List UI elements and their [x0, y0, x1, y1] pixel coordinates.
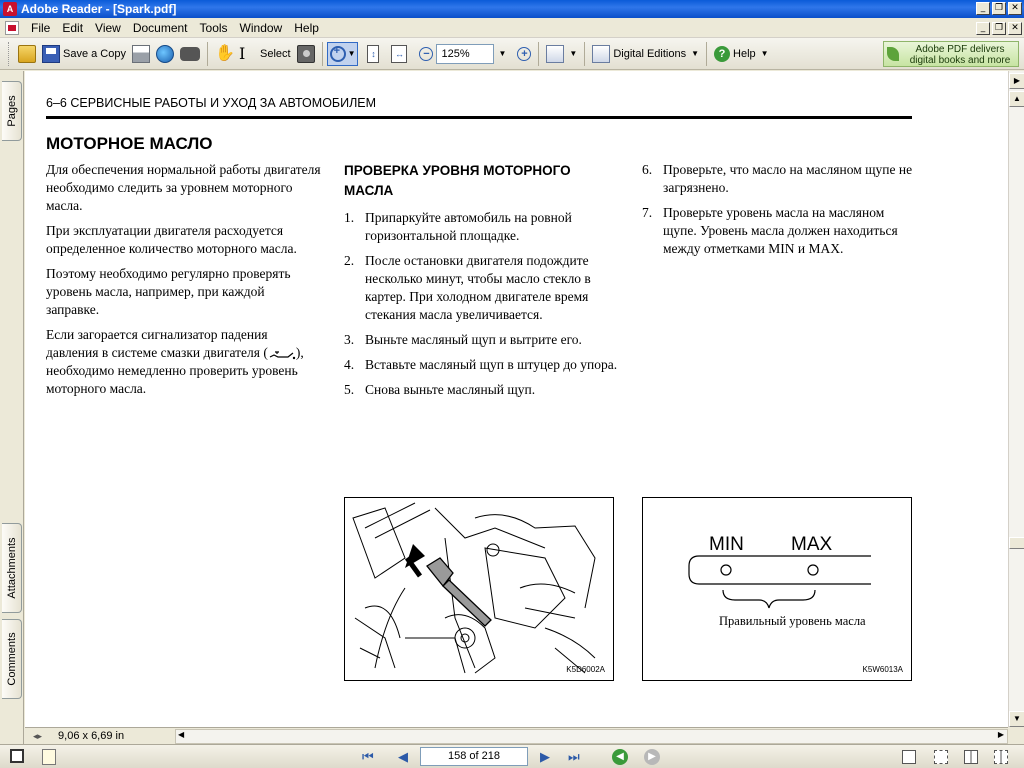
navigation-pane	[0, 71, 24, 744]
fit-width-icon: ↔	[391, 45, 407, 63]
print-button[interactable]	[129, 41, 153, 67]
column-1	[46, 161, 321, 405]
tab-attachments-label: Attachments	[6, 537, 18, 599]
separator	[322, 42, 323, 66]
step-number: 5.	[344, 382, 355, 397]
binoculars-icon	[180, 47, 200, 61]
step-number: 6.	[642, 162, 653, 177]
paragraph-part: Если загорается сигнализатор падения давления в системе смазки двигателя (	[46, 327, 268, 360]
continuous-facing-icon[interactable]	[994, 750, 1008, 764]
digital-editions-button[interactable]	[589, 41, 702, 67]
zoom-in-icon	[330, 46, 346, 62]
plus-icon: +	[517, 47, 531, 61]
separator	[207, 42, 208, 66]
step-number: 3.	[344, 332, 355, 347]
adobe-promo-banner[interactable]	[883, 41, 1019, 67]
doc-close-button[interactable]: ✕	[1008, 22, 1022, 35]
scroll-left-button[interactable]: ◀	[178, 730, 185, 739]
previous-page-button[interactable]: ◀	[398, 750, 408, 765]
paragraph-part: ), необходимо немедленно проверить уровень моторного масла.	[46, 345, 304, 396]
digital-editions-icon	[592, 45, 610, 63]
separator	[538, 42, 539, 66]
digital-editions-label: Digital Editions	[613, 47, 687, 60]
email-button[interactable]	[153, 41, 177, 67]
menu-window[interactable]: Window	[239, 20, 283, 35]
step-text: Снова выньте масляный щуп.	[365, 382, 536, 397]
banner-line-2: digital books and more	[909, 55, 1011, 66]
split-icon[interactable]: ◂▸	[33, 730, 43, 741]
paragraph: Поэтому необходимо регулярно проверять уровень масла, например, при каждой заправке.	[46, 266, 291, 317]
chevron-down-icon: ▼	[691, 49, 700, 58]
scroll-right-panel-button[interactable]: ▶	[1009, 73, 1024, 89]
step-text: Выньте масляный щуп и вытрите его.	[365, 332, 582, 347]
save-icon	[42, 45, 60, 63]
hand-tool-button[interactable]	[212, 41, 236, 67]
rotate-button[interactable]	[543, 41, 580, 67]
page-view-icon	[546, 45, 564, 63]
toolbar	[0, 38, 1024, 70]
step-text: Припаркуйте автомобиль на ровной горизонтальной площадке.	[365, 210, 572, 243]
chevron-down-icon: ▼	[347, 49, 356, 58]
list-item	[642, 204, 917, 258]
step-number: 4.	[344, 357, 355, 372]
list-item	[344, 331, 619, 349]
running-head: 6–6 СЕРВИСНЫЕ РАБОТЫ И УХОД ЗА АВТОМОБИЛЕМ	[46, 96, 377, 110]
screen-icon[interactable]	[10, 749, 24, 763]
select-tool-button[interactable]	[236, 41, 294, 67]
go-back-button[interactable]: ◀	[612, 749, 628, 765]
fit-width-button[interactable]	[388, 41, 410, 67]
zoom-input[interactable]: 125%	[436, 44, 494, 64]
step-text: Вставьте масляный щуп в штуцер до упора.	[365, 357, 618, 372]
title-bar	[0, 0, 1024, 18]
zoom-dropdown-icon[interactable]: ▼	[498, 49, 507, 58]
menu-help[interactable]: Help	[294, 20, 319, 35]
close-button[interactable]: ✕	[1008, 2, 1022, 15]
adobe-reader-icon: A	[3, 2, 17, 16]
document-view[interactable]	[25, 71, 1008, 727]
single-page-icon[interactable]	[902, 750, 916, 764]
step-text: Проверьте уровень масла на масляном щупе. Уровень масла должен находиться между отметками MIN и MAX.	[663, 205, 898, 256]
min-label: MIN	[709, 534, 744, 555]
menu-view[interactable]: View	[95, 20, 121, 35]
note-icon[interactable]	[42, 749, 56, 765]
list-item	[344, 381, 619, 399]
tab-pages-label: Pages	[6, 95, 18, 127]
help-button[interactable]	[711, 41, 772, 67]
select-label: Select	[259, 47, 291, 60]
section-heading: МОТОРНОЕ МАСЛО	[46, 134, 213, 153]
help-icon: ?	[714, 46, 730, 62]
window-title: Adobe Reader - [Spark.pdf]	[21, 2, 177, 16]
max-label: MAX	[791, 534, 833, 555]
text-cursor-icon: I	[238, 43, 246, 63]
pdf-page	[25, 71, 1008, 727]
globe-icon	[156, 45, 174, 63]
menu-edit[interactable]: Edit	[62, 20, 84, 35]
scroll-thumb[interactable]	[1009, 537, 1024, 549]
hand-icon: ✋	[214, 44, 235, 62]
status-bar	[0, 744, 1024, 768]
column-3	[642, 161, 917, 265]
paragraph	[46, 326, 321, 398]
menu-bar	[0, 18, 1024, 38]
paragraph: При эксплуатации двигателя расходуется определенное количество моторного масла.	[46, 223, 297, 256]
tab-comments[interactable]	[2, 619, 22, 699]
step-text: После остановки двигателя подождите несколько минут, чтобы масло стекло в картер. При холодном двигателе время стекания масла увеличивается.	[365, 253, 591, 322]
save-copy-button[interactable]	[39, 41, 129, 67]
vertical-scrollbar[interactable]	[1008, 71, 1024, 727]
fit-page-icon: ↕	[367, 45, 379, 63]
page-size: 9,06 x 6,69 in	[58, 730, 125, 742]
separator	[706, 42, 707, 66]
separator	[584, 42, 585, 66]
page-number-input[interactable]: 158 of 218	[420, 747, 528, 766]
list-item	[344, 252, 619, 324]
fit-page-button[interactable]	[364, 41, 382, 67]
dipstick-diagram	[643, 548, 911, 668]
figure-code: K5D6002A	[566, 665, 605, 674]
first-page-button[interactable]: ⏮	[362, 750, 374, 765]
menu-tools[interactable]: Tools	[199, 20, 228, 35]
list-item	[344, 209, 619, 245]
menu-file[interactable]: File	[31, 20, 51, 35]
chevron-down-icon: ▼	[569, 49, 578, 58]
help-label: Help	[733, 47, 756, 60]
minimize-button[interactable]: _	[976, 2, 990, 15]
menu-document[interactable]: Document	[132, 20, 188, 35]
doc-restore-button[interactable]: ❐	[992, 22, 1006, 35]
tab-pages[interactable]	[2, 81, 22, 141]
tab-attachments[interactable]	[2, 523, 22, 613]
printer-icon	[132, 45, 150, 63]
next-page-button[interactable]: ▶	[540, 750, 550, 765]
scroll-up-button[interactable]: ▲	[1009, 91, 1024, 107]
zoom-tool-button[interactable]	[327, 42, 359, 66]
save-copy-label: Save a Copy	[63, 47, 126, 60]
zoom-out-button[interactable]	[416, 41, 436, 67]
column-2	[344, 161, 619, 406]
zoom-in-button[interactable]	[514, 41, 534, 67]
figure-caption: Правильный уровень масла	[719, 614, 866, 628]
chevron-down-icon: ▼	[760, 49, 769, 58]
go-forward-button[interactable]: ▶	[644, 749, 660, 765]
figure-code: K5W6013A	[862, 665, 903, 674]
info-bar	[25, 727, 1008, 744]
facing-icon[interactable]	[964, 750, 978, 764]
tab-comments-label: Comments	[6, 632, 18, 686]
figure-engine-dipstick	[344, 497, 614, 681]
list-item	[344, 356, 619, 374]
leaf-icon	[887, 47, 899, 61]
figure-dipstick-level	[642, 497, 912, 681]
subheading: ПРОВЕРКА УРОВНЯ МОТОРНОГО МАСЛА	[344, 163, 571, 198]
folder-open-icon	[18, 45, 36, 63]
scroll-right-button[interactable]: ▶	[997, 730, 1004, 739]
open-button[interactable]	[15, 41, 39, 67]
continuous-icon[interactable]	[934, 750, 948, 764]
header-rule	[46, 116, 912, 119]
search-button[interactable]	[177, 41, 203, 67]
document-icon[interactable]	[5, 21, 19, 35]
horizontal-scrollbar[interactable]	[175, 729, 1008, 744]
step-number: 1.	[344, 210, 355, 225]
scroll-down-button[interactable]: ▼	[1009, 711, 1024, 727]
doc-minimize-button[interactable]: _	[976, 22, 990, 35]
camera-icon	[297, 45, 315, 63]
engine-illustration	[345, 498, 613, 680]
minus-icon: −	[419, 47, 433, 61]
list-item	[642, 161, 917, 197]
snapshot-button[interactable]	[294, 41, 318, 67]
paragraph: Для обеспечения нормальной работы двигателя необходимо следить за уровнем моторного масла.	[46, 162, 321, 213]
banner-line-1: Adobe PDF delivers	[915, 44, 1005, 55]
toolbar-grip[interactable]	[8, 42, 11, 66]
step-number: 2.	[344, 253, 355, 268]
restore-button[interactable]: ❐	[992, 2, 1006, 15]
step-number: 7.	[642, 205, 653, 220]
oil-pressure-warning-icon	[268, 348, 296, 360]
step-text: Проверьте, что масло на масляном щупе не загрязнено.	[663, 162, 913, 195]
last-page-button[interactable]: ⏭	[568, 750, 580, 765]
